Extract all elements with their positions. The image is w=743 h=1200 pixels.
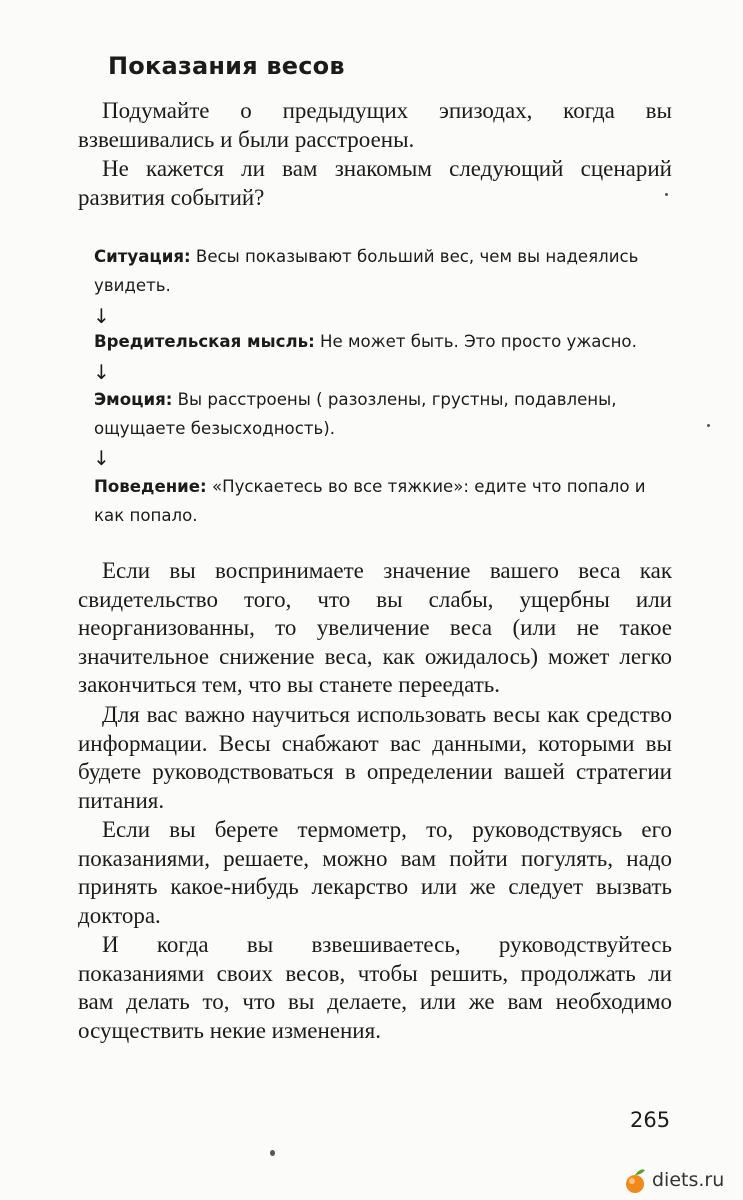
body-paragraph-1: Если вы воспринимаете значение вашего веса как свидетельство того, что вы слабы, ущербны или неорганизованны, то увеличение веса (или не такое значительное снижение веса, как ожидалось) может легко закончиться тем, что вы станете переедать. bbox=[78, 558, 672, 698]
body-paragraph-3: Если вы берете термометр, то, руководствуясь его показаниями, решаете, можно вам пойти погулять, надо принять какое-нибудь лекарство или же следует вызвать доктора. bbox=[78, 817, 672, 928]
body-paragraph-4: И когда вы взвешиваетесь, руководствуйтесь показаниями своих весов, чтобы решить, продолжать ли вам делать то, что вы делаете, или же вам необходимо осуществить некие изменения. bbox=[78, 932, 672, 1043]
scenario-behavior bbox=[94, 472, 674, 530]
section-heading: Показания весов bbox=[108, 52, 345, 80]
scenario-label: Вредительская мысль: bbox=[94, 332, 315, 351]
intro-paragraph-2: Не кажется ли вам знакомым следующий сценарий развития событий? bbox=[78, 156, 672, 210]
scenario-text: Не может быть. Это просто ужасно. bbox=[314, 332, 637, 351]
print-speck bbox=[270, 1150, 275, 1156]
scenario-situation bbox=[94, 242, 674, 300]
scenario-label: Эмоция: bbox=[94, 390, 173, 409]
scenario-text: Весы показывают больший вес, чем вы надеялись увидеть. bbox=[94, 247, 639, 295]
scenario-label: Ситуация: bbox=[94, 247, 191, 266]
scenario-emotion bbox=[94, 385, 674, 443]
print-speck bbox=[707, 424, 710, 427]
down-arrow-icon: ↓ bbox=[93, 360, 110, 384]
body-paragraph-2: Для вас важно научиться использовать весы как средство информации. Весы снабжают вас данными, которыми вы будете руководствоваться в определении вашей стратегии питания. bbox=[78, 702, 672, 813]
scenario-text: Вы расстроены ( разозлены, грустны, подавлены, ощущаете безысходность). bbox=[94, 390, 617, 438]
apple-icon bbox=[622, 1166, 648, 1194]
intro-paragraph-1: Подумайте о предыдущих эпизодах, когда вы взвешивались и были расстроены. bbox=[78, 98, 672, 152]
scenario-label: Поведение: bbox=[94, 477, 207, 496]
watermark-logo[interactable] bbox=[622, 1166, 724, 1194]
watermark-text: diets.ru bbox=[652, 1169, 725, 1191]
down-arrow-icon: ↓ bbox=[93, 304, 110, 328]
scenario-text: «Пускаетесь во все тяжкие»: едите что попало и как попало. bbox=[94, 477, 646, 525]
page-number: 265 bbox=[630, 1108, 671, 1132]
print-speck bbox=[665, 193, 668, 196]
scenario-thought bbox=[94, 327, 674, 356]
down-arrow-icon: ↓ bbox=[93, 446, 110, 470]
